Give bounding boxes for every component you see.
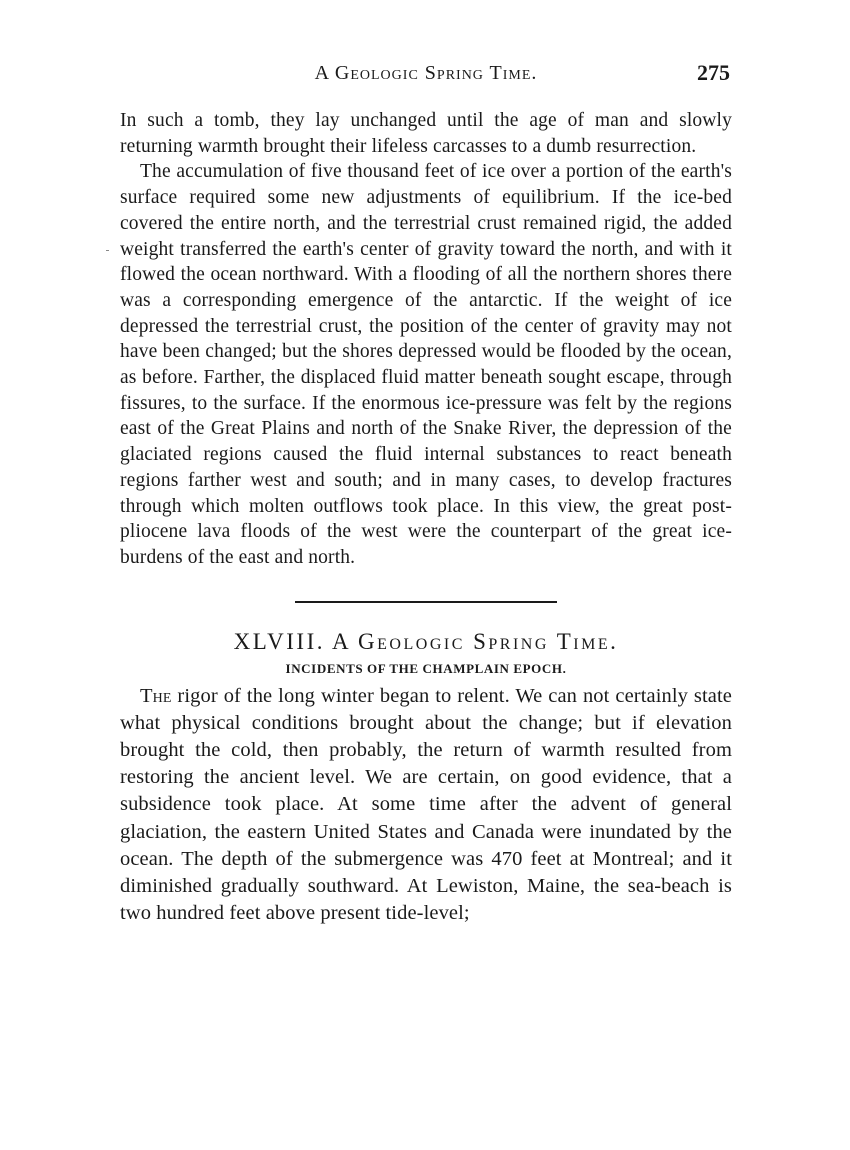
margin-mark bbox=[106, 250, 109, 251]
body-paragraph-1: In such a tomb, they lay unchanged until the age of man and slowly returning warmth brought their lifeless carcasses to a dumb resurrection. bbox=[120, 110, 732, 157]
section-divider bbox=[295, 601, 557, 603]
chapter-subheading: INCIDENTS OF THE CHAMPLAIN EPOCH. bbox=[285, 660, 567, 676]
book-page bbox=[120, 58, 732, 927]
page-number: 275 bbox=[697, 60, 730, 85]
chapter-lead-word: The bbox=[140, 684, 172, 707]
body-paragraph-2: The accumulation of five thousand feet of ice over a portion of the earth's surface required some new adjustments of equilibrium. If the ice-bed covered the entire north, and the terrestrial crust remained rigid, the added weight transferred the earth's center of gravity toward the north, and with it flowed the ocean northward. With a flooding of all the northern shores there was a corresponding emergence of the antarctic. If the weight of ice depressed the terrestrial crust, the position of the center of gravity may not have been changed; but the shores depressed would be flooded by the ocean, as before. Farther, the displaced fluid matter beneath sought escape, through fissures, to the surface. If the enormous ice-pressure was felt by the regions east of the Great Plains and north of the Snake River, the depression of the glaciated regions caused the fluid internal substances to react beneath regions farther west and south; and in many cases, to develop fractures through which molten outflows took place. In this view, the great post-pliocene lava floods of the west were the counterpart of the great ice-burdens of the east and north. bbox=[120, 161, 732, 568]
chapter-paragraph bbox=[120, 683, 732, 928]
chapter-body bbox=[120, 683, 732, 928]
running-head bbox=[120, 58, 732, 92]
chapter-heading: XLVIII. A Geologic Spring Time. bbox=[233, 628, 619, 654]
running-title: A Geologic Spring Time. bbox=[314, 62, 538, 84]
chapter-paragraph-text: rigor of the long winter began to relent. We can not certainly state what physical conditions brought about the change; but if elevation brought the cold, then probably, the return of warmth resulted from restoring the ancient level. We are certain, on good evidence, that a subsidence took place. At some time after the advent of general glaciation, the eastern United States and Canada were inundated by the ocean. The depth of the submergence was 470 feet at Montreal; and it diminished gradually southward. At Lewiston, Maine, the sea-beach is two hundred feet above present tide-level; bbox=[120, 684, 732, 925]
